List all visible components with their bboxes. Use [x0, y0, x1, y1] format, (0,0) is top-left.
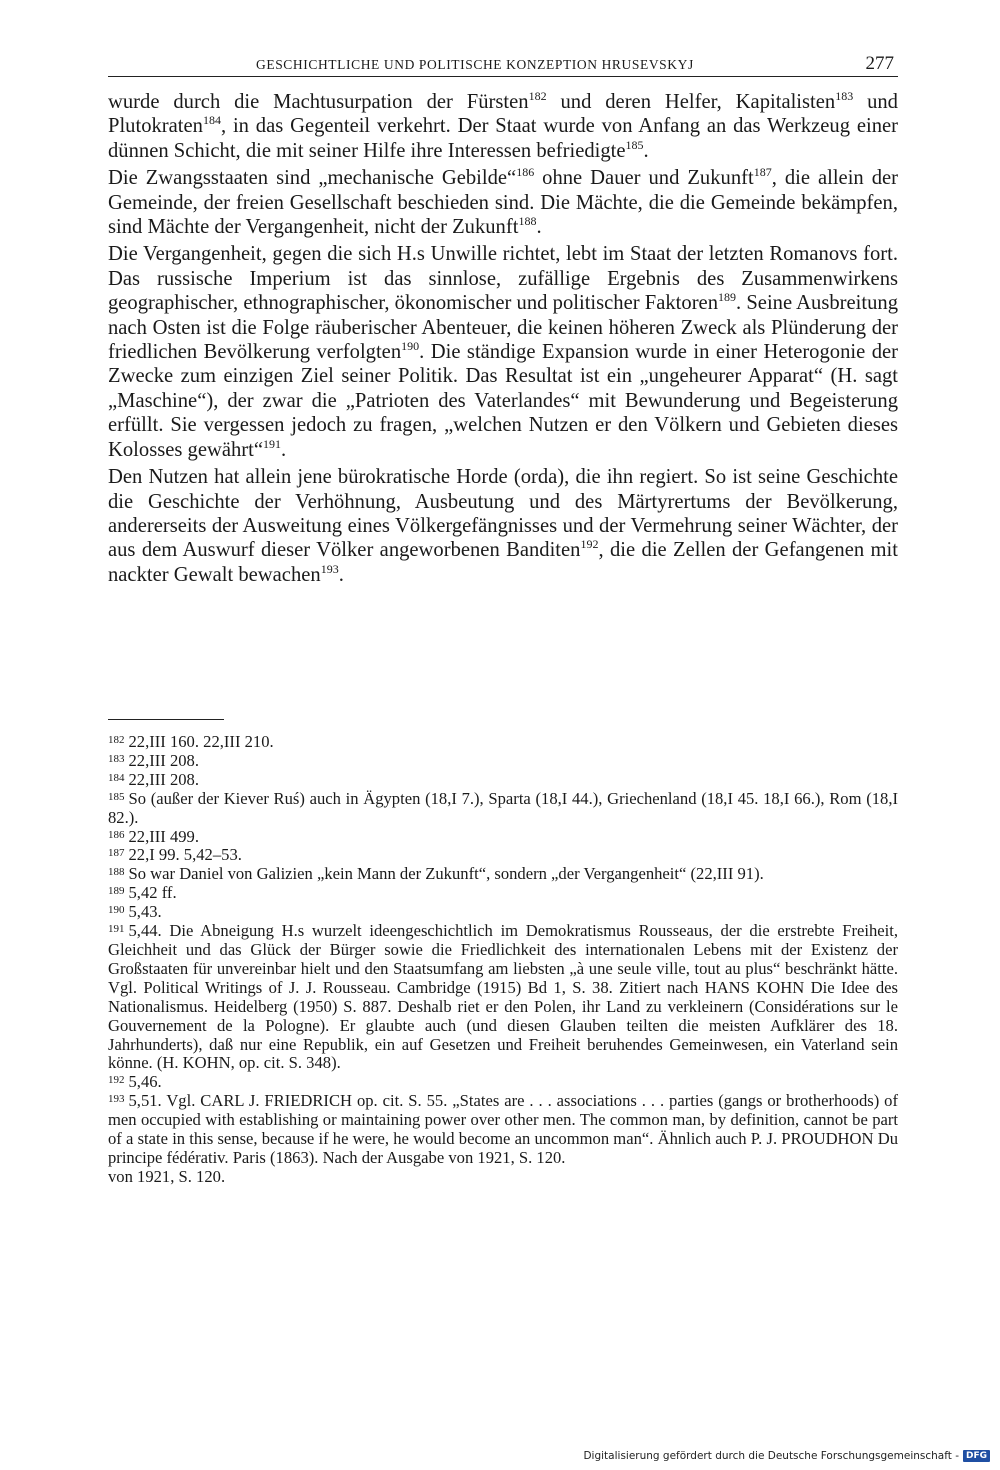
footnote-text: 5,42 ff.: [128, 883, 177, 903]
paragraph-text: .: [536, 216, 542, 239]
paragraph-text: , in das Gegenteil verkehrt. Der Staat wurde von Anfang an das Werkzeug einer dünnen Schicht, die mit seiner Hilfe ihre Interessen befriedigte: [108, 115, 898, 162]
footnote-number: 192: [108, 1074, 125, 1087]
footnote-text: 22,III 208.: [128, 769, 200, 789]
paragraph-text: und Plutokraten: [108, 91, 898, 138]
paragraph-text: , die allein der Gemeinde, der freien Gesellschaft beschieden sind. Die Mächte, die die Gemeinde bekämpfen, sind Mächte der Vergangenheit, nicht der Zukunft: [108, 167, 898, 239]
digitization-credit: [583, 1450, 990, 1462]
paragraph-text: wurde durch die Machtusurpation der Fürsten: [108, 91, 529, 113]
footnote-number: 183: [108, 752, 125, 765]
footnote-ref: 190: [401, 339, 420, 354]
footnote-ref: 189: [718, 290, 736, 305]
footnote: [108, 771, 898, 790]
footnote-text: 5,43.: [128, 902, 162, 922]
paragraph-text: Die Zwangsstaaten sind „mechanische Gebilde“: [108, 167, 517, 190]
footnote-text: 22,III 499.: [128, 826, 200, 846]
footnote-separator: [108, 719, 224, 720]
footnote-ref: 193: [320, 561, 339, 576]
footnote-ref: 184: [202, 113, 221, 128]
footnote-continuation: von 1921, S. 120.: [108, 1166, 226, 1186]
footnote: [108, 1092, 898, 1168]
footnote: [108, 752, 898, 771]
footnote-ref: 191: [263, 436, 281, 451]
paragraph-text: . Die ständige Expansion wurde in einer Heterogonie der Zwecke zum einzigen Ziel seiner Politik. Das Resultat ist ein „ungeheurer Apparat“ (H. sagt „Maschine“), der zwar die „Patrioten des Vaterlandes“ mit Bewunderung und Begeisterung erfüllt. Sie vergessen jedoch zu fragen, „welchen Nutzen er den Völkern und Gebieten dieses Kolosses gewährt“: [108, 341, 898, 461]
footnote: [108, 903, 898, 922]
footnote: [108, 865, 898, 884]
footnote-number: 193: [108, 1093, 125, 1106]
footnote-ref: 185: [625, 137, 644, 152]
footnote: [108, 922, 898, 1073]
footnote: [108, 1073, 898, 1092]
footnote-ref: 187: [753, 165, 772, 180]
paragraph: [108, 90, 898, 163]
footnote-text: 5,51. Vgl. CARL J. FRIEDRICH op. cit. S. 55. „States are . . . associations . . . parties (gangs or brotherhoods) of men occupied with establishing or maintaining power over other men. The common man, by definition, cannot be part of a state in this sense, because if he were, he would become an uncommon man“. Ähnlich auch P. J. PROUDHON Du principe fédérativ. Paris (1863). Nach der Ausgabe von 1921, S. 120.: [108, 1091, 898, 1167]
footnote-text: 22,I 99. 5,42–53.: [128, 845, 242, 865]
footnote-text: 22,III 160. 22,III 210.: [128, 732, 274, 751]
footnote-number: 184: [108, 771, 125, 784]
paragraph: [108, 166, 898, 239]
footnote-text: So (außer der Kiever Ruś) auch in Ägypten (18,I 7.), Sparta (18,I 44.), Griechenland (18,I 45. 18,I 66.), Rom (18,I 82.).: [108, 788, 898, 827]
paragraph-text: Den Nutzen hat allein jene bürokratische Horde (orda), die ihn regiert. So ist seine Geschichte die Geschichte der Verhöhnung, Ausbeutung und des Märtyrertums der Bevölkerung, andererseits der Ausweitung eines Völkergefängnisses und der Vermehrung seiner Wächter, der aus dem Auswurf dieser Völker angeworbenen Banditen: [108, 466, 898, 562]
page-number: 277: [865, 53, 894, 74]
footnote-number: 186: [108, 828, 125, 841]
footnote-number: 190: [108, 904, 125, 917]
footnotes: [108, 733, 898, 1187]
footnote-text: 5,44. Die Abneigung H.s wurzelt ideengeschichtlich im Demokratismus Rousseaus, der die erstrebte Freiheit, Gleichheit und das Glück der Bürger sowie die Friedlichkeit des internationalen Lebens mit der Existenz der Großstaaten für unvereinbar hielt und den Staatsumfang am liebsten „à une seule ville, tout au plus“ beschränkt hätte. Vgl. Political Writings of J. J. Rousseau. Cambridge (1915) Bd 1, S. 38. Zitiert nach HANS KOHN Die Idee des Nationalismus. Heidelberg (1950) S. 887. Deshalb riet er den Polen, ihr Land zu verkleinern (Considérations sur le Gouvernement de la Pologne). Er glaubte auch (und diesen Glauben teilten die meisten Aufklärer des 18. Jahrhunderts), daß nur eine Republik, ein auf Gesetzen und Freiheit beruhendes Gemeinwesen, ein Vaterland sein könne. (H. KOHN, op. cit. S. 348).: [108, 921, 898, 1073]
footnote-number: 191: [108, 923, 125, 936]
footnote: [108, 828, 898, 847]
running-header: [108, 52, 898, 77]
footnote: [108, 884, 898, 903]
footnote: [108, 790, 898, 828]
paragraph-text: . Seine Ausbreitung nach Osten ist die Folge räuberischer Abenteuer, die keinen höheren Zweck als Plünderung der friedlichen Bevölkerung verfolgten: [108, 292, 898, 364]
footnote-ref: 186: [516, 165, 535, 180]
footnote-ref: 183: [835, 89, 854, 103]
paragraph: [108, 465, 898, 587]
paragraph-text: .: [281, 438, 287, 461]
footnote-ref: 182: [528, 89, 547, 103]
footnote-number: 189: [108, 885, 125, 898]
main-text: [108, 90, 898, 590]
footnote-ref: 192: [580, 537, 599, 552]
paragraph-text: .: [643, 139, 649, 162]
paragraph-text: , die die Zellen der Gefangenen mit nackter Gewalt bewachen: [108, 539, 898, 586]
running-title: GESCHICHTLICHE UND POLITISCHE KONZEPTION HRUSEVSKYJ: [256, 57, 694, 72]
paragraph-text: .: [338, 563, 344, 586]
credit-text: Digitalisierung gefördert durch die Deutsche Forschungsgemeinschaft -: [583, 1450, 959, 1462]
paragraph-text: und deren Helfer, Kapitalisten: [546, 91, 836, 113]
footnote-text: So war Daniel von Galizien „kein Mann der Zukunft“, sondern „der Vergangenheit“ (22,III 91).: [128, 864, 764, 884]
footnote-number: 188: [108, 866, 125, 879]
paragraph-text: Die Vergangenheit, gegen die sich H.s Unwille richtet, lebt im Staat der letzten Romanovs fort. Das russische Imperium ist das sinnlose, zufällige Ergebnis des Zusammenwirkens geographischer, ethnographischer, ökonomischer und politischer Faktoren: [108, 243, 898, 315]
footnote-text: 22,III 208.: [128, 750, 200, 770]
dfg-logo-icon: DFG: [963, 1450, 990, 1462]
footnote-number: 187: [108, 847, 125, 860]
footnote: [108, 733, 898, 752]
footnote: [108, 846, 898, 865]
footnote-number: 182: [108, 734, 125, 746]
paragraph-text: ohne Dauer und Zukunft: [534, 167, 754, 190]
footnote-text: 5,46.: [128, 1072, 162, 1092]
paragraph: [108, 242, 898, 462]
footnote-ref: 188: [518, 214, 537, 229]
footnote-number: 185: [108, 790, 125, 803]
